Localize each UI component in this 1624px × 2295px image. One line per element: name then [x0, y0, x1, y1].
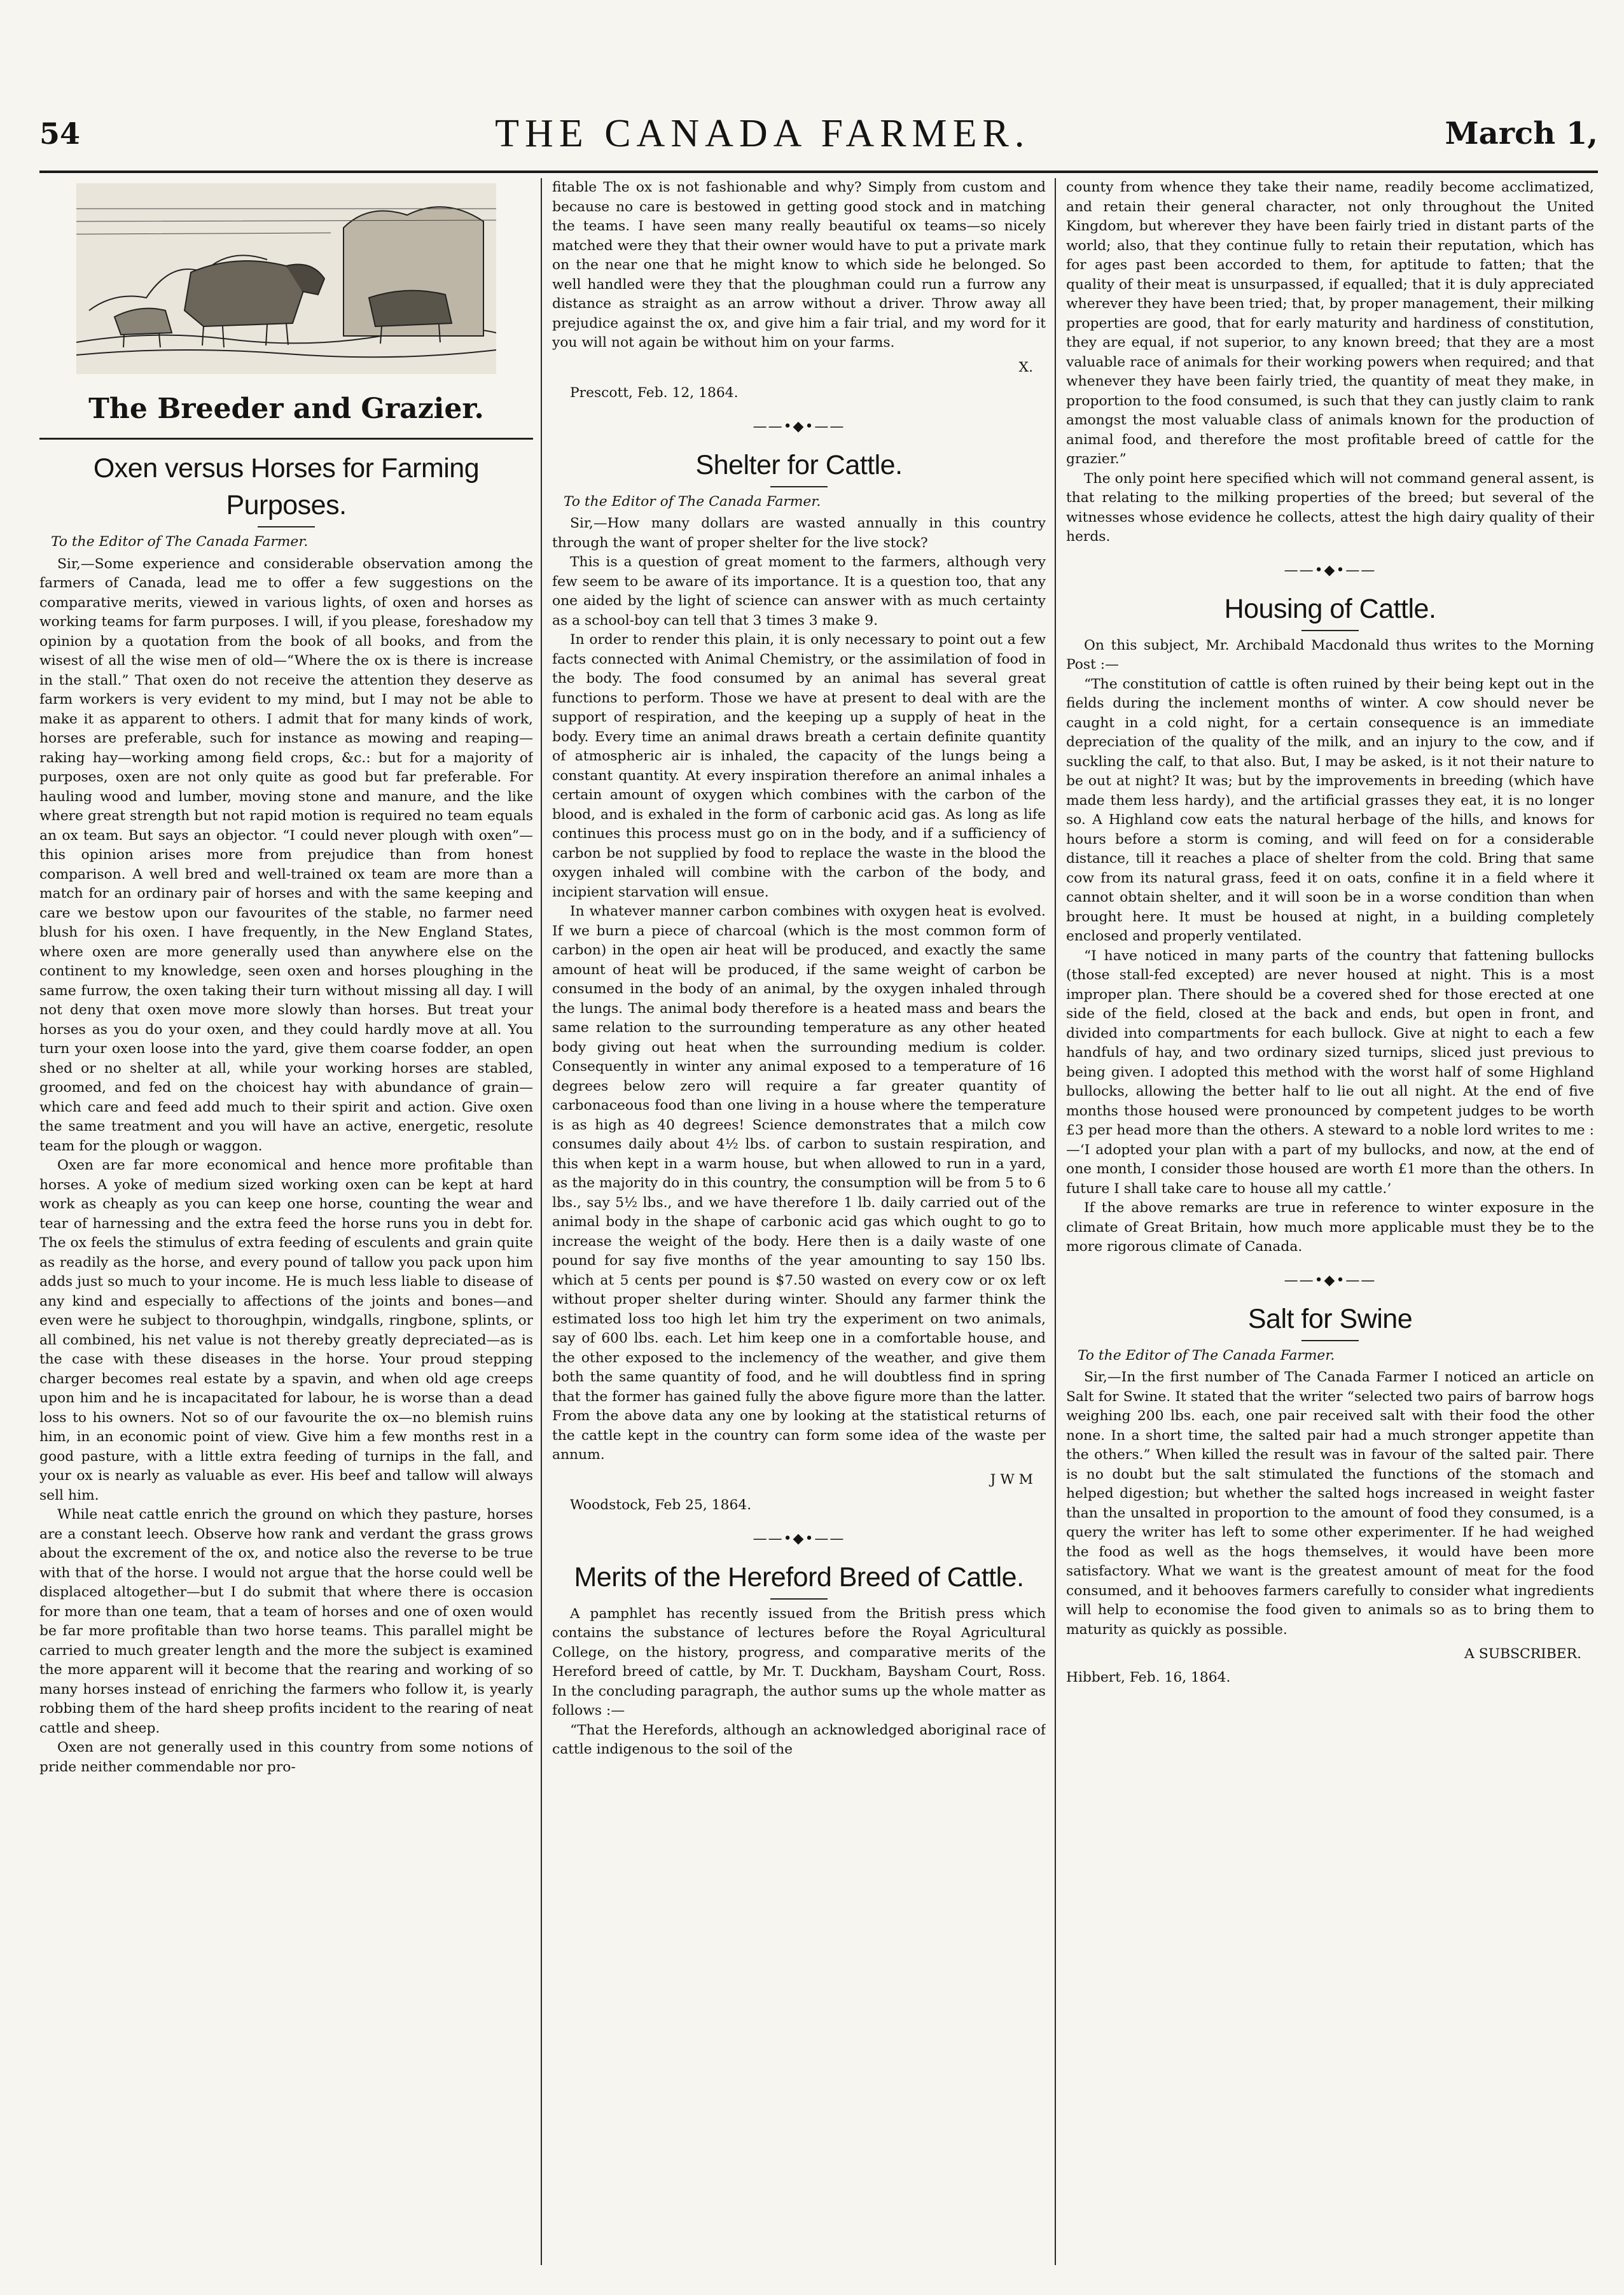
cattle-engraving-image: [76, 183, 496, 374]
article-paragraph: Oxen are far more economical and hence more profitable than horses. A yoke of medium sized working oxen can be kept at hard work as cheaply as you can keep one horse, counting the wear and tear of harnessing and the extra feed the horse runs you in debt for. The ox feels the stimulus of extra feeding of esculents and grain quite as readily as the horse, and every pound of tallow you pack upon him adds just so much to your income. He is much less liable to disease of any kind and especially to affections of the joints and bones—and even were he subject to thoroughpin, windgalls, ringbone, splints, or all combined, his net value is not thereby greatly depreciated—as is the case with these diseases in the horse. Your proud stepping charger becomes real estate by a spavin, and when old age creeps upon him and he is incapacitated for labour, he is worse than a dead loss to his owners. Not so of our favourite the ox—no blemish ruins him, in an economic point of view. Give him a few months rest in a good pasture, with a little extra feeding of turnips in the fall, and your ox is nearly as valuable as ever. His beef and tallow will always sell him.: [39, 1157, 533, 1503]
to-editor-line: To the Editor of The Canada Farmer.: [51, 534, 309, 550]
article-paragraph: A pamphlet has recently issued from the British press which contains the substance of lectures before the Royal Agricultural College, on the history, progress, and comparative merits of the Hereford breed of cattle, by Mr. T. Duckham, Baysham Court, Ross. In the concluding paragraph, the author sums up the whole matter as follows :—: [552, 1605, 1046, 1719]
title-rule: [1301, 630, 1359, 631]
dateline: Hibbert, Feb. 16, 1864.: [1066, 1669, 1231, 1685]
column-2: [552, 178, 1046, 2259]
article-paragraph: If the above remarks are true in reference to winter exposure in the climate of Great Britain, how much more applicable must they be to the more rigorous climate of Canada.: [1066, 1200, 1594, 1255]
issue-date: March 1,: [1445, 116, 1598, 151]
title-rule: [258, 526, 315, 527]
column-divider: [541, 178, 542, 2265]
title-rule: [1301, 1340, 1359, 1341]
article-paragraph: The only point here specified which will not command general assent, is that relating to the milking properties of the breed; but several of the witnesses whose evidence he collects, attest the high dairy quality of their herds.: [1066, 470, 1594, 545]
signature: X.: [1018, 359, 1033, 375]
column-1: [39, 178, 533, 2259]
article-paragraph: Sir,—Some experience and considerable observation among the farmers of Canada, lead me to offer a few suggestions on the comparative merits, viewed in various lights, of oxen and horses as working teams for farm purposes. I will, if you please, foreshadow my opinion by a quotation from the book of all books, and from the wisest of all the wise men of old—“Where the ox is there is increase in the stall.” That oxen do not receive the attention they deserve as farm workers is very evident to my mind, but I may not be able to make it as apparent to others. I admit that for many kinds of work, horses are preferable, such for instance as mowing and reaping—raking hay—working among field crops, &c.: but for a majority of purposes, oxen are not only quite as good but far preferable. For hauling wood and lumber, moving stone and manure, and the like where great strength but not rapid motion is required no team equals an ox team. But says an objector. “I could never plough with oxen”—this opinion arises more from prejudice than from honest comparison. A well bred and well-trained ox team are more than a match for an ordinary pair of horses and with the same keeping and care we bestow upon our favourites of the stable, no farmer need blush for his oxen. I have frequently, in the New England States, where oxen are more generally used than anywhere else on the continent to my knowledge, seen oxen and horses ploughing in the same furrow, the oxen taking their turn without missing all day. I will not deny that oxen move more slowly than horses. But treat your horses as you do your oxen, and they could hardly move at all. You turn your oxen loose into the yard, give them coarse fodder, an open shed or no shelter at all, while your working horses are stabled, groomed, and fed on the choicest hay with abundance of grain—which care and feed add much to their spirit and action. Give oxen the same treatment and you will have an active, energetic, resolute team for the plough or waggon.: [39, 555, 533, 1154]
title-rule: [770, 1598, 828, 1600]
page-number: 54: [39, 116, 81, 151]
article-paragraph: “That the Herefords, although an acknowledged aboriginal race of cattle indigenous to the soil of the: [552, 1722, 1046, 1757]
section-rule: [39, 438, 533, 440]
ornament-divider: ——•◆•——: [1284, 1272, 1377, 1288]
ornament-divider: ——•◆•——: [753, 1530, 845, 1547]
article-paragraph: In whatever manner carbon combines with oxygen heat is evolved. If we burn a piece of charcoal (which is the most common form of carbon) in the open air heat will be produced, and exactly the same amount of heat will be produced, if the same weight of carbon be consumed in the body of an animal, by the oxygen inhaled through the lungs. The animal body therefore is a heated mass and bears the same relation to the surrounding temperature as any other heated body giving out heat when the surrounding medium is colder. Consequently in winter any animal exposed to a temperature of 16 degrees below zero will require a far greater quantity of carbonaceous food than one living in a house where the temperature is as high as 40 degrees! Science demonstrates that a milch cow consumes daily about 4½ lbs. of carbon to sustain respiration, and this when kept in a warm house, but when allowed to run in a yard, as the majority do in this country, the consumption will be from 5 to 6 lbs., say 5½ lbs., and we have therefore 1 lb. daily carried out of the animal body in the shape of carbonic acid gas which ought to go to increase the weight of the body. Here then is a daily waste of one pound for say five months of the year amounting to say 150 lbs. which at 5 cents per pound is $7.50 wasted on every cow or ox left without proper shelter during winter. Should any farmer think the estimated loss too high let him try the experiment on two animals, say of 600 lbs. each. Let him keep one in a comfortable house, and the other exposed to the inclemency of the weather, and give them both the same quantity of food, and he will doubtless find in spring that the former has gained fully the above figure more than the latter. From the above data any one by looking at the statistical returns of the cattle kept in the country can form some idea of the waste per annum.: [552, 903, 1046, 1463]
column-3: [1066, 178, 1594, 2259]
article-title: Merits of the Hereford Breed of Cattle.: [574, 1561, 1024, 1593]
masthead-rule: [39, 171, 1598, 173]
article-paragraph: Sir,—In the first number of The Canada Farmer I noticed an article on Salt for Swine. It stated that the writer “selected two pairs of barrow hogs weighing 200 lbs. each, one pair received salt with their food the other none. In a short time, the salted pair had a much stronger appetite than the others.” When killed the result was in favour of the salted pair. There is no doubt but the salt stimulated the functions of the stomach and helped digestion; but whether the salted hogs increased in weight faster than the unsalted in proportion to the amount of food they consumed, is a query the writer has left to some other experimenter. If he had weighed the food as well as the hogs themselves, it would have been more satisfactory. What we want is the greatest amount of meat for the food consumed, and it behooves farmers carefully to consider what ingredients will help to economise the food given to animals so as to bring them to maturity as quickly as possible.: [1066, 1369, 1594, 1638]
signature: A SUBSCRIBER.: [1464, 1646, 1581, 1662]
dateline: Woodstock, Feb 25, 1864.: [570, 1497, 752, 1513]
article-paragraph: While neat cattle enrich the ground on which they pasture, horses are a constant leech. Observe how rank and verdant the grass grows about the excrement of the ox, and notice also the reverse to be true with that of the horse. I would not argue that the horse could well be displaced altogether—but I do submit that where there is occasion for more than one team, that a team of horses and one of oxen would be far more profitable than two horse teams. This parallel might be carried to much greater length and the more the subject is examined the more apparent will it become that the rearing and working of so many horses instead of enriching the farmers who follow it, is yearly robbing them of the hard sheep profits incident to the rearing of neat cattle and sheep.: [39, 1507, 533, 1736]
to-editor-line: To the Editor of The Canada Farmer.: [564, 493, 821, 510]
article-title: Shelter for Cattle.: [695, 449, 903, 480]
article-paragraph: county from whence they take their name, readily become acclimatized, and retain their general character, not only throughout the United Kingdom, but wherever they have been fairly tried in distant parts of the world; also, that they continue fully to retain their reputation, which has for ages past been accorded to them, for aptitude to fatten; that the quality of their meat is unsurpassed, if equalled; that it is duly appreciated wherever they have been tried; that, by proper management, their milking properties are good, that for early maturity and hardiness of constitution, they are equal, if not superior, to any known breed; that they are a most valuable race of animals for their working powers when required; and that whenever they have been fairly tried, the quantity of meat they make, in proportion to the food consumed, is such that they can justly claim to rank amongst the most valuable class of animals known for the production of animal food, and therefore the most profitable breed of cattle for the grazier.”: [1066, 179, 1594, 467]
article-paragraph: Oxen are not generally used in this country from some notions of pride neither commendable nor pro-: [39, 1740, 533, 1775]
article-title: Salt for Swine: [1247, 1303, 1413, 1334]
ornament-divider: ——•◆•——: [753, 418, 845, 435]
article-paragraph: Sir,—How many dollars are wasted annually in this country through the want of proper shelter for the live stock?: [552, 515, 1046, 551]
article-paragraph: fitable The ox is not fashionable and why? Simply from custom and because no care is bestowed in getting good stock and in matching the teams. I have seen many really beautiful ox teams—so nicely matched were they that their owner would have to put a private mark on the near one that he might know to which side he belonged. So well handled were they that the ploughman could run a furrow any distance as straight as an arrow without a driver. Throw away all prejudice against the ox, and give him a fair trial, and my word for it you will not again be without him on your farms.: [552, 179, 1046, 351]
signature: J W M: [990, 1471, 1033, 1488]
section-heading: The Breeder and Grazier.: [88, 393, 484, 425]
article-title: Oxen versus Horses for Farming Purposes.: [93, 453, 480, 520]
ornament-divider: ——•◆•——: [1284, 562, 1377, 578]
article-paragraph: In order to render this plain, it is only necessary to point out a few facts connected with Animal Chemistry, or the assimilation of food in the body. The food consumed by an animal has several great functions to perform. Those we have at present to deal with are the support of respiration, and the keeping up a supply of heat in the body. Every time an animal draws breath a certain definite quantity of atmospheric air is inhaled, the capacity of the lungs being a constant quantity. At every inspiration therefore an animal inhales a certain amount of oxygen which combines with the carbon of the blood, and is exhaled in the form of carbonic acid gas. As long as life continues this process must go on in the body, and if a sufficiency of carbon be not supplied by food to replace the waste in the blood the oxygen inhaled will combine with the carbon of the body, and incipient starvation will ensue.: [552, 632, 1046, 900]
article-paragraph: “I have noticed in many parts of the country that fattening bullocks (those stall-fed excepted) are never housed at night. This is a most improper plan. There should be a covered shed for those erected at one side of the field, closed at the back and ends, but open in front, and divided into compartments for each bullock. Give at night to each a few handfuls of hay, and two ordinary sized turnips, sliced just previous to being given. I adopted this method with the worst half of some Highland bullocks, allowing the better half to lie out all night. At the end of five months those housed were pronounced by competent judges to be worth £3 per head more than the others. A steward to a noble lord writes to me :—‘I adopted your plan with a part of my bullocks, and now, at the end of one month, I consider those housed are worth £1 more than the others. In future I shall take care to house all my cattle.’: [1066, 947, 1594, 1197]
article-paragraph: On this subject, Mr. Archibald Macdonald thus writes to the Morning Post :—: [1066, 637, 1594, 673]
article-title: Housing of Cattle.: [1224, 593, 1436, 624]
column-divider: [1055, 178, 1056, 2265]
article-paragraph: This is a question of great moment to the farmers, although very few seem to be aware of its importance. It is a question too, that any one aided by the light of science can answer with as much certainty as a school-boy can tell that 3 times 3 make 9.: [552, 554, 1046, 629]
article-paragraph: “The constitution of cattle is often ruined by their being kept out in the fields during the inclement months of winter. A cow should never be caught in a cold night, for a certain consequence is an immediate depreciation of the quality of the milk, and an injury to the cow, and if suckling the calf, to that also. But, I may be asked, is it not their nature to be out at night? It was; but by the improvements in breeding (which have made them less hardy), and the artificial grasses they eat, it is no longer so. A Highland cow eats the natural herbage of the hills, and knows for hours before a storm is coming, and will feed on for a considerable distance, till it reaches a place of shelter from the cold. Bring that same cow from its natural grass, feed it on oats, confine it in a field where it cannot obtain shelter, and it will soon be in a worse condition than when brought here. It must be housed at night, in a building completely enclosed and properly ventilated.: [1066, 676, 1594, 944]
dateline: Prescott, Feb. 12, 1864.: [570, 385, 739, 401]
to-editor-line: To the Editor of The Canada Farmer.: [1078, 1347, 1335, 1364]
title-rule: [770, 486, 828, 487]
newspaper-title: THE CANADA FARMER.: [495, 111, 1031, 155]
masthead: [39, 95, 1598, 172]
